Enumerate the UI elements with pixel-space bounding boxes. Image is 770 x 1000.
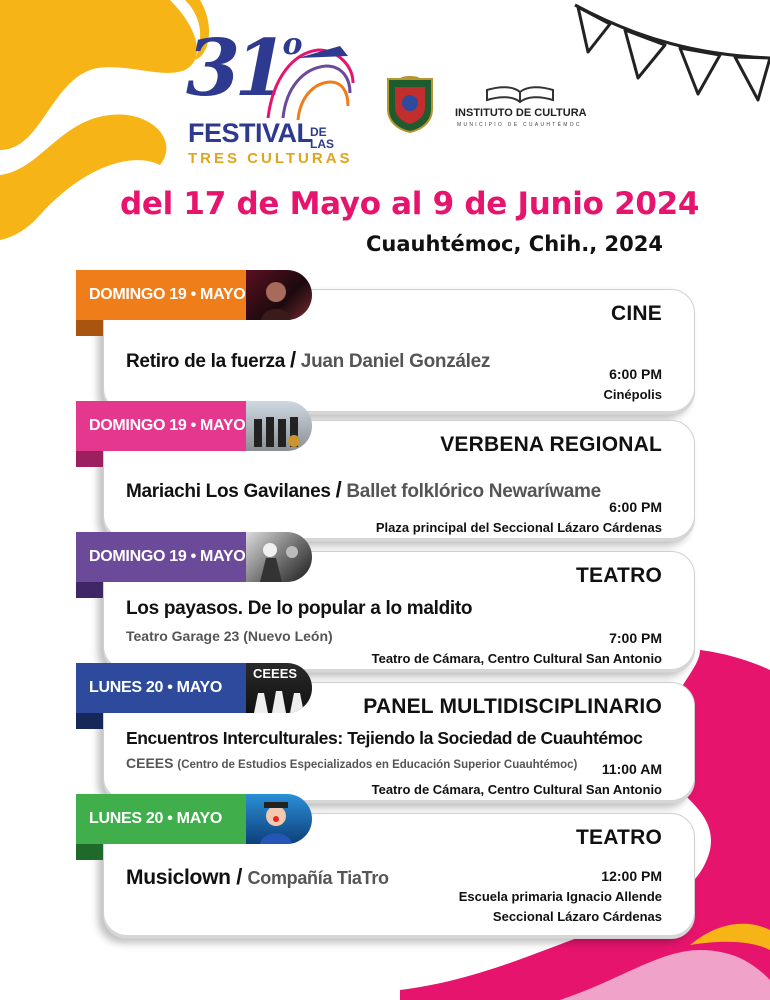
- event-photo: [246, 794, 312, 844]
- event-day-tab: DOMINGO 19 • MAYO: [76, 401, 248, 451]
- event-venue: Plaza principal del Seccional Lázaro Cárdenas: [375, 520, 662, 535]
- municipal-shield-icon: [385, 75, 435, 133]
- open-book-icon: [485, 84, 555, 104]
- event-time: 7:00 PM: [609, 630, 662, 646]
- event-category: TEATRO: [576, 826, 662, 849]
- event-title: Retiro de la fuerza / Juan Daniel González: [126, 347, 491, 372]
- tab-fold: [76, 451, 103, 467]
- event-title: Los payasos. De lo popular a lo maldito: [126, 598, 473, 619]
- event-photo: [246, 401, 312, 451]
- logo-number: 31$^o$: [186, 23, 303, 114]
- festival-location: Cuauhtémoc, Chih., 2024: [366, 232, 663, 256]
- event-category: CINE: [611, 302, 662, 325]
- event-day-tab: LUNES 20 • MAYO: [76, 794, 248, 844]
- event-company: Teatro Garage 23 (Nuevo León): [126, 628, 333, 644]
- event-title: Mariachi Los Gavilanes / Ballet folklórico Newaríwame: [126, 477, 601, 502]
- tab-fold: [76, 582, 103, 598]
- logo-tres-culturas-text: TRES CULTURAS: [188, 150, 353, 167]
- tab-fold: [76, 844, 103, 860]
- logo-festival-text: FESTIVAL: [188, 118, 313, 148]
- event-title: Encuentros Interculturales: Tejiendo la Sociedad de Cuauhtémoc: [126, 728, 643, 748]
- event-photo: [246, 663, 312, 713]
- event-photo: [246, 532, 312, 582]
- event-venue: Escuela primaria Ignacio Allende: [458, 889, 662, 904]
- institute-municipality: MUNICIPIO DE CUAUHTÉMOC: [457, 122, 582, 128]
- event-category: TEATRO: [576, 564, 662, 587]
- event-photo: [246, 270, 312, 320]
- event-day-tab: DOMINGO 19 • MAYO: [76, 270, 248, 320]
- event-day-tab: LUNES 20 • MAYO: [76, 663, 248, 713]
- thumb-label: CEEES: [253, 666, 298, 681]
- event-category: PANEL MULTIDISCIPLINARIO: [363, 695, 662, 718]
- event-time: 12:00 PM: [601, 868, 662, 884]
- event-venue: Cinépolis: [603, 387, 662, 402]
- festival-logo: [180, 23, 365, 170]
- event-venue-line2: Seccional Lázaro Cárdenas: [492, 909, 662, 924]
- institute-name: INSTITUTO DE CULTURA: [455, 107, 587, 119]
- event-organizer: CEEES (Centro de Estudios Especializados en Educación Superior Cuauhtémoc): [126, 755, 578, 771]
- event-day-tab: DOMINGO 19 • MAYO: [76, 532, 248, 582]
- tab-fold: [76, 320, 103, 336]
- festival-dates: del 17 de Mayo al 9 de Junio 2024: [120, 186, 700, 222]
- faces-illustration-icon: [258, 38, 358, 126]
- event-category: VERBENA REGIONAL: [440, 433, 662, 456]
- event-time: 6:00 PM: [609, 366, 662, 382]
- event-venue: Teatro de Cámara, Centro Cultural San Antonio: [371, 651, 662, 666]
- event-title: Musiclown / Compañía TiaTro: [126, 864, 389, 889]
- event-time: 6:00 PM: [609, 499, 662, 515]
- logo-delas-text: DE LAS: [310, 125, 334, 151]
- event-venue: Teatro de Cámara, Centro Cultural San Antonio: [371, 782, 662, 797]
- tab-fold: [76, 713, 103, 729]
- instituto-cultura-logo: [455, 82, 605, 132]
- event-time: 11:00 AM: [601, 761, 662, 777]
